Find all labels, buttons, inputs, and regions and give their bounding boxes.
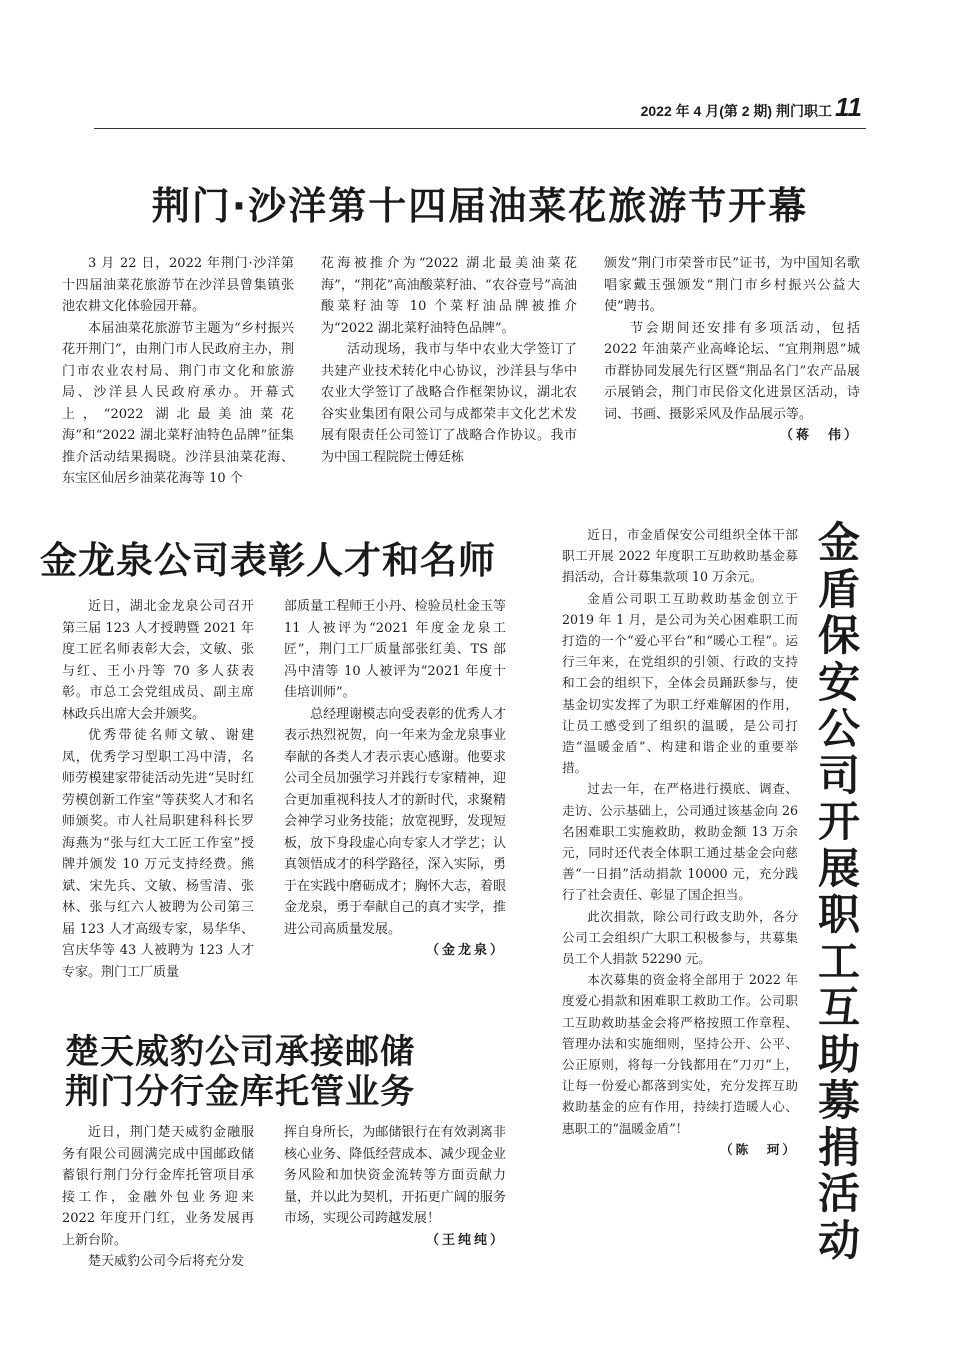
article4-title bbox=[815, 520, 863, 1264]
article4-signature: （陈 珂） bbox=[720, 1141, 798, 1157]
article3-column-1 bbox=[62, 1122, 254, 1273]
article2-paragraph: 部质量工程师王小丹、检验员杜金玉等 11 人被评为“2021 年度金龙泉工匠”，荆门工厂质量部张红美、TS 部冯中清等 10 人被评为“2021 年度十佳培训师”。 bbox=[284, 599, 506, 700]
article4-paragraph: 金盾公司职工互助救助基金创立于 2019 年 1 月，是公司为关心困难职工而打造的一个“爱心平台”和“暖心工程”。运行三年来，在党组织的引领、行政的支持和工会的组织下，全体会员踊跃参与，使基金切实发挥了为职工纾难解困的作用，让员工感受到了组织的温暖，是公司打造“温暖金盾”、构建和谐企业的重要举措。 bbox=[562, 590, 798, 776]
article4-title-text: 金盾保安公司开展职工互助募捐活动 bbox=[817, 518, 860, 1265]
article2-column-1 bbox=[62, 596, 254, 983]
article4-body bbox=[562, 524, 798, 1160]
article4-paragraph: 此次捐款，除公司行政支助外，各分公司工会组织广大职工积极参与，共募集员工个人捐款 52290 元。 bbox=[562, 908, 798, 967]
article1-paragraph: 3 月 22 日，2022 年荆门·沙洋第十四届油菜花旅游节在沙洋县曾集镇张池农耕文化体验园开幕。 bbox=[62, 256, 294, 314]
article3-title-line-2: 荆门分行金库托管业务 bbox=[65, 1072, 415, 1112]
article4-paragraph: 本次募集的资金将全部用于 2022 年度爱心捐款和困难职工救助工作。公司职工互助救助基金会将严格按照工作章程、管理办法和实施细则，坚持公开、公平、公正原则，将每一分钱都用在“刀刃”上，让每一份爱心都落到实处，充分发挥互助救助基金的应有作用，持续打造暖人心、惠职工的“温暖金盾”！ bbox=[562, 972, 798, 1136]
article3-title bbox=[65, 1032, 415, 1112]
article1-title: 荆门·沙洋第十四届油菜花旅游节开幕 bbox=[151, 184, 809, 228]
article2-paragraph: 近日，湖北金龙泉公司召开第三届 123 人才授聘暨 2021 年度工匠名师表彰大会，文敏、张与红、王小丹等 70 多人获表彰。市总工会党组成员、副主席林政兵出席大会并颁奖。 bbox=[62, 599, 254, 722]
article2-paragraph: 优秀带徒名师文敏、谢建凤，优秀学习型职工冯中清，名师劳模建家带徒活动先进“吴时红劳模创新工作室”等获奖人才和名师颁奖。市人社局职建科科长罗海燕为“张与红大工匠工作室”授牌并颁发 10 万元支持经费。熊斌、宋先兵、文敏、杨雪清、张林、张与红六人被聘为公司第三届 123 人才高级专家，易华华、宫庆华等 43 人被聘为 123 人才专家。荆门工厂质量 bbox=[62, 728, 254, 980]
header-rule bbox=[94, 128, 866, 129]
article3-column-2 bbox=[284, 1122, 506, 1251]
article3-paragraph: 楚天威豹公司今后将充分发 bbox=[88, 1254, 245, 1269]
article2-paragraph: 总经理谢模志向受表彰的优秀人才表示热烈祝贺，向一年来为金龙泉事业奉献的各类人才表示衷心感谢。他要求公司全员加强学习并践行专家精神，迎合更加重视科技人才的新时代，求聚精会神学习业务技能；放宽视野，发现短板，放下身段虚心向专家人才学艺；认真领悟成才的科学路径，深入实际，勇于在实践中磨砺成才；胸怀大志，着眼金龙泉，勇于奉献自己的真才实学，推进公司高质量发展。 bbox=[284, 706, 506, 937]
article1-signature: （蒋 伟） bbox=[779, 428, 860, 443]
article1-paragraph: 节会期间还安排有多项活动，包括 2022 年油菜产业高峰论坛、“宜荆荆恩”城市群协同发展先行区暨“荆品名门”农产品展示展销会，荆门市民俗文化进景区活动，诗词、书画、摄影采风及作品展示等。 bbox=[604, 320, 860, 422]
article3-paragraph: 近日，荆门楚天威豹金融服务有限公司圆满完成中国邮政储蓄银行荆门分行金库托管项目承接工作，金融外包业务迎来 2022 年度开门红，业务发展再上新台阶。 bbox=[62, 1125, 254, 1248]
article1-column-2 bbox=[321, 253, 577, 468]
article1-column-3 bbox=[604, 253, 860, 447]
article1-paragraph: 颁发“荆门市荣誉市民”证书，为中国知名歌唱家戴玉强颁发“荆门市乡村振兴公益大使”聘书。 bbox=[604, 256, 860, 314]
article2-title: 金龙泉公司表彰人才和名师 bbox=[40, 538, 496, 582]
article3-title-line-1: 楚天威豹公司承接邮储 bbox=[65, 1032, 415, 1072]
article1-paragraph: 花海被推介为“2022 湖北最美油菜花海”，“荆花”高油酸菜籽油、“农谷壹号”高油酸菜籽油等 10 个菜籽油品牌被推介为“2022 湖北菜籽油特色品牌”。 bbox=[321, 256, 577, 336]
article1-paragraph: 活动现场，我市与华中农业大学签订了共建产业技术转化中心协议，沙洋县与华中农业大学签订了战略合作框架协议，湖北农谷实业集团有限公司与成都荣丰文化艺术发展有限责任公司签订了战略合作协议。我市为中国工程院院士傅廷栋 bbox=[321, 342, 577, 465]
article1-paragraph: 本届油菜花旅游节主题为“乡村振兴花开荆门”，由荆门市人民政府主办，荆门市农业农村局、荆门市文化和旅游局、沙洋县人民政府承办。开幕式上，“2022 湖北最美油菜花海”和“2022 湖北菜籽油特色品牌”征集推介活动结果揭晓。沙洋县油菜花海、东宝区仙居乡油菜花海等 10 个 bbox=[62, 320, 294, 486]
article3-paragraph: 挥自身所长，为邮储银行在有效剥离非核心业务、降低经营成本、减少现金业务风险和加快资金流转等方面贡献力量，并以此为契机，开拓更广阔的服务市场，实现公司跨越发展！ bbox=[284, 1125, 506, 1226]
page-number: 11 bbox=[835, 92, 862, 122]
article2-signature: （金龙泉） bbox=[425, 943, 506, 958]
article2-column-2 bbox=[284, 596, 506, 962]
issue-header: 2022 年 4 月(第 2 期) 荆门职工 bbox=[640, 103, 832, 119]
article3-signature: （王纯纯） bbox=[425, 1232, 506, 1248]
article4-paragraph: 近日，市金盾保安公司组织全体干部职工开展 2022 年度职工互助救助基金募捐活动，合计募集款项 10 万余元。 bbox=[562, 527, 798, 585]
article1-column-1 bbox=[62, 253, 294, 490]
article4-paragraph: 过去一年，在严格进行摸底、调查、走访、公示基础上，公司通过该基金向 26 名困难职工实施救助，救助金额 13 万余元，同时还代表全体职工通过基金会向慈善“一日捐”活动捐款 10000 元，充分践行了社会责任、彰显了国企担当。 bbox=[562, 781, 798, 903]
